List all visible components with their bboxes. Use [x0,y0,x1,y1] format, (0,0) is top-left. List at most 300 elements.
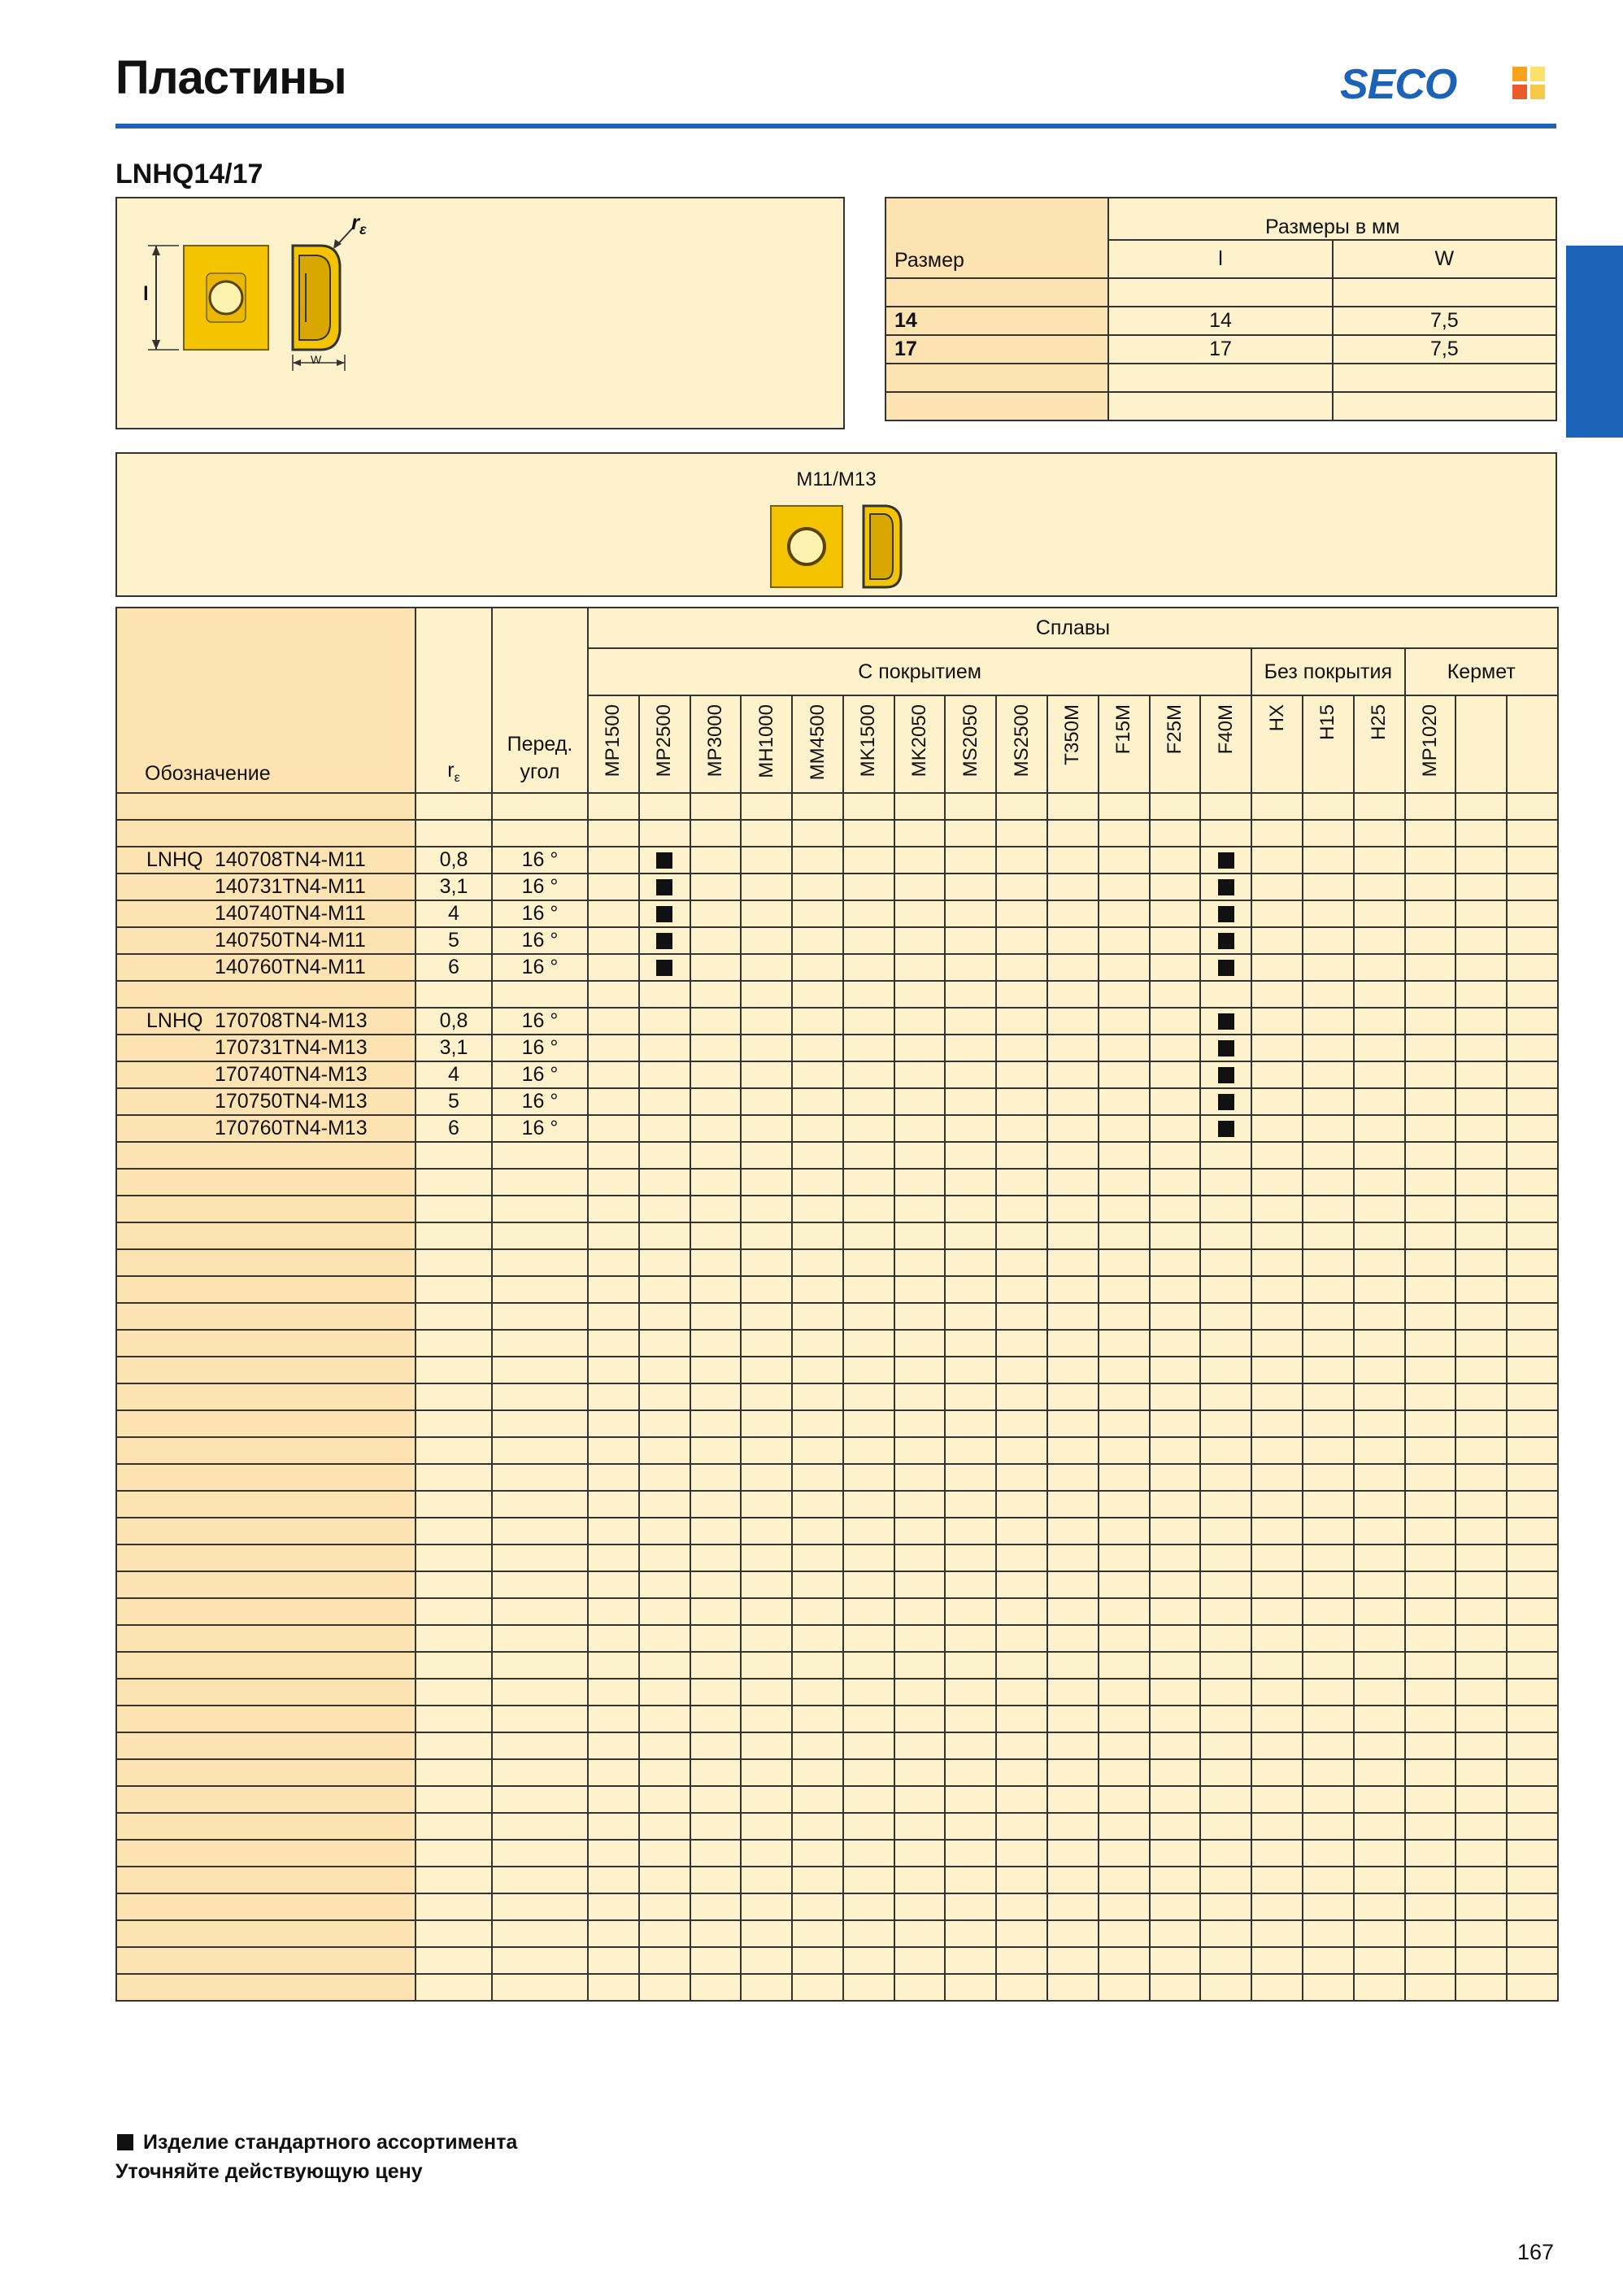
grade-cell [588,1115,639,1142]
grade-name: T350M [1061,704,1084,765]
grade-cell [945,1035,996,1061]
grade-cell [1150,847,1201,874]
grade-cell [1455,1088,1507,1115]
label-l: l [143,283,149,305]
grade-cell [894,1088,946,1115]
grade-cell [690,1008,742,1035]
standard-item-square-icon [117,2134,133,2150]
label-w: W [311,353,322,366]
grade-column-header [639,695,690,793]
table-row-empty [116,1759,1558,1786]
grade-cell [1150,1061,1201,1088]
cermet-header: Кермет [1405,648,1558,695]
table-row-empty [116,820,1558,847]
geometry-label: M11/M13 [796,468,877,490]
grade-cell [1507,1008,1558,1035]
grade-cell [1507,1088,1558,1115]
re-value: 3,1 [416,874,492,900]
grade-cell [996,927,1047,954]
rake-angle-value: 16 ° [492,847,588,874]
seco-logo: SECO [1340,61,1457,108]
grade-cell [1303,1088,1354,1115]
grade-cell [1251,1088,1303,1115]
re-value: 0,8 [416,1008,492,1035]
grade-cell [1251,1008,1303,1035]
grade-cell [1200,1061,1251,1088]
grade-cell [1405,874,1456,900]
dim-w: 7,5 [1333,307,1556,335]
grade-cell [1303,954,1354,981]
designation-cell [116,927,416,954]
re-value: 6 [416,1115,492,1142]
grade-cell [1455,1008,1507,1035]
designation-cell [116,1008,416,1035]
grade-cell [843,847,894,874]
grade-cell [1047,900,1099,927]
section-tab [1566,246,1623,438]
standard-item-square-icon [656,960,672,976]
grade-cell [1455,900,1507,927]
standard-item-square-icon [1218,1094,1234,1110]
grade-cell [843,927,894,954]
grade-cell [1047,1088,1099,1115]
grade-cell [741,900,792,927]
legend-standard: Изделие стандартного ассортимента [143,2131,518,2154]
designation-code: 140760TN4-M11 [215,956,366,978]
rake-angle-header [492,608,588,793]
grade-cell [1099,1008,1150,1035]
grade-cell [843,1115,894,1142]
grade-cell [1099,847,1150,874]
grade-cell [588,954,639,981]
rake-angle-value: 16 ° [492,1008,588,1035]
rake-angle-value: 16 ° [492,927,588,954]
table-row-empty [116,1383,1558,1410]
rake-angle-value: 16 ° [492,954,588,981]
standard-item-square-icon [656,852,672,869]
table-row-empty [116,1974,1558,2001]
geometry-insert-icon [768,503,930,592]
designation-cell [116,847,416,874]
grade-cell [1354,847,1405,874]
table-row [116,874,1558,900]
page-title: Пластины [115,51,346,104]
table-row-empty [116,1571,1558,1598]
table-row [116,954,1558,981]
rake-angle-value: 16 ° [492,900,588,927]
standard-item-square-icon [1218,960,1234,976]
grade-column-header [1047,695,1099,793]
table-row-empty [116,793,1558,820]
grade-cell [1150,874,1201,900]
grade-cell [996,1088,1047,1115]
table-row-empty [116,1196,1558,1222]
grade-cell [996,1115,1047,1142]
table-row-empty [116,1947,1558,1974]
grade-cell [843,1008,894,1035]
grade-name: MS2050 [959,704,981,778]
grade-cell [1251,1061,1303,1088]
grade-cell [792,874,843,900]
grade-cell [1200,1008,1251,1035]
table-row-empty [116,1518,1558,1544]
grade-cell [588,1035,639,1061]
table-row [116,1035,1558,1061]
grade-cell [639,1008,690,1035]
re-header-label: $r_\varepsilon$ [447,759,460,785]
grade-cell [639,847,690,874]
grade-cell [1405,1115,1456,1142]
grade-cell [639,927,690,954]
insert-drawing [117,198,843,428]
grade-cell [1047,874,1099,900]
logo-mark-icon [1512,67,1545,99]
table-row-empty [116,1652,1558,1679]
grade-cell [1303,847,1354,874]
grade-cell [1354,1061,1405,1088]
grade-cell [996,874,1047,900]
grade-cell [894,927,946,954]
re-value: 0,8 [416,847,492,874]
grade-cell [1303,1008,1354,1035]
grade-cell [690,1061,742,1088]
grade-cell [1354,900,1405,927]
table-row-empty [116,1813,1558,1840]
designation-prefix: LNHQ [146,1009,203,1032]
grade-cell [1099,1115,1150,1142]
grade-cell [1200,1088,1251,1115]
grade-cell [1099,954,1150,981]
grade-cell [741,1061,792,1088]
grade-cell [1251,900,1303,927]
grade-cell [1455,1115,1507,1142]
grade-cell [1099,900,1150,927]
grade-cell [894,900,946,927]
grade-column-header [1455,695,1507,793]
designation-cell [116,1061,416,1088]
table-row-empty [116,1679,1558,1706]
grade-cell [588,874,639,900]
grade-cell [741,1088,792,1115]
table-row-empty [116,1249,1558,1276]
grade-cell [741,874,792,900]
rake-angle-value: 16 ° [492,1088,588,1115]
grade-name: HX [1265,704,1288,732]
table-row-empty [116,981,1558,1008]
grade-cell [996,954,1047,981]
product-subtitle: LNHQ14/17 [115,159,263,190]
grade-cell [1047,1035,1099,1061]
grade-cell [588,1088,639,1115]
designation-code: 170760TN4-M13 [215,1117,368,1139]
table-row-empty [116,1437,1558,1464]
standard-item-square-icon [1218,852,1234,869]
grade-column-header [792,695,843,793]
designation-cell [116,1035,416,1061]
grade-cell [741,1035,792,1061]
standard-item-square-icon [1218,1013,1234,1030]
grade-cell [1099,1088,1150,1115]
standard-item-square-icon [656,933,672,949]
grade-cell [1303,900,1354,927]
grade-cell [1200,954,1251,981]
table-row-empty [116,1357,1558,1383]
grade-cell [690,927,742,954]
dimensions-table [885,197,1557,421]
re-value: 4 [416,1061,492,1088]
standard-item-square-icon [1218,1121,1234,1137]
grade-cell [894,1035,946,1061]
designation-header [116,608,416,793]
grade-cell [1303,874,1354,900]
grade-cell [1251,927,1303,954]
grade-cell [1047,927,1099,954]
designation-cell [116,874,416,900]
designation-header-label: Обозначение [145,762,271,785]
page-number: 167 [1517,2240,1555,2264]
re-header [416,608,492,793]
designation-cell [116,1115,416,1142]
col-l-header: l [1108,240,1332,278]
designation-code: 140750TN4-M11 [215,929,366,952]
grade-cell [690,1035,742,1061]
coated-header: С покрытием [588,648,1251,695]
grade-column-header [996,695,1047,793]
grade-cell [996,900,1047,927]
grade-cell [1303,1035,1354,1061]
grade-name: MP3000 [703,704,726,778]
grade-name: MK1500 [857,704,880,778]
table-row-empty [116,1732,1558,1759]
designation-code: 140740TN4-M11 [215,902,366,925]
grade-column-header [843,695,894,793]
table-row [116,1008,1558,1035]
table-row [116,927,1558,954]
grade-cell [945,1061,996,1088]
grade-cell [792,954,843,981]
table-row-empty [116,1169,1558,1196]
rake-angle-label-2: угол [520,760,560,783]
title-rule [115,124,1556,129]
grade-cell [1354,954,1405,981]
table-row-empty [116,1786,1558,1813]
label-re: $r_\varepsilon$ [351,210,367,238]
table-row [116,847,1558,874]
grade-cell [1251,874,1303,900]
grade-cell [639,1088,690,1115]
grade-cell [639,954,690,981]
standard-item-square-icon [1218,1067,1234,1083]
table-row-empty [116,1625,1558,1652]
grade-cell [945,927,996,954]
grade-column-header [1303,695,1354,793]
grade-column-header [894,695,946,793]
grade-name: H15 [1316,704,1339,741]
grade-cell [1354,1088,1405,1115]
designation-cell [116,900,416,927]
grade-cell [792,847,843,874]
grade-cell [1047,954,1099,981]
grade-cell [996,1061,1047,1088]
grade-cell [1507,927,1558,954]
grade-cell [1251,847,1303,874]
grade-column-header [1354,695,1405,793]
standard-item-square-icon [1218,1040,1234,1057]
grade-cell [1303,927,1354,954]
col-w-header: W [1333,240,1556,278]
grade-name: H25 [1368,704,1390,741]
grade-name: MM4500 [806,704,829,781]
rake-angle-label-1: Перед. [507,733,573,756]
grade-cell [1455,847,1507,874]
grade-name: F40M [1214,704,1237,755]
grade-cell [843,900,894,927]
grade-cell [894,1061,946,1088]
table-row-empty [116,1544,1558,1571]
grade-name: MK2050 [908,704,931,778]
grade-cell [588,847,639,874]
grade-cell [1405,1035,1456,1061]
grade-cell [741,1115,792,1142]
grade-cell [1150,1008,1201,1035]
grade-cell [1507,1035,1558,1061]
rake-angle-value: 16 ° [492,1061,588,1088]
rake-angle-value: 16 ° [492,1115,588,1142]
grade-cell [1251,1115,1303,1142]
standard-item-square-icon [656,906,672,922]
grade-column-header [741,695,792,793]
re-value: 4 [416,900,492,927]
grade-cell [1047,1008,1099,1035]
grade-cell [894,954,946,981]
grade-cell [945,1115,996,1142]
grade-cell [945,1008,996,1035]
grade-cell [945,847,996,874]
grade-cell [741,1008,792,1035]
grade-cell [1047,847,1099,874]
table-row-empty [116,1867,1558,1893]
grade-cell [945,954,996,981]
grade-cell [690,847,742,874]
grade-cell [792,1008,843,1035]
grade-name: F25M [1163,704,1186,755]
designation-code: 140708TN4-M11 [215,848,366,871]
grade-cell [894,874,946,900]
grade-cell [1455,1061,1507,1088]
grade-cell [741,847,792,874]
dim-size: 17 [885,335,1108,364]
table-row-empty [116,1920,1558,1947]
grade-cell [1200,900,1251,927]
grade-cell [792,1088,843,1115]
grade-cell [639,1115,690,1142]
grade-column-header [1405,695,1456,793]
grade-cell [588,927,639,954]
dim-size: 14 [885,307,1108,335]
grade-cell [1047,1061,1099,1088]
table-row-empty [116,1276,1558,1303]
grade-name: MP2500 [653,704,676,778]
grade-cell [1405,954,1456,981]
table-row-empty [116,1464,1558,1491]
grade-name: MH1000 [755,704,777,778]
grade-cell [741,927,792,954]
grade-column-header [945,695,996,793]
grade-cell [1507,847,1558,874]
grade-cell [639,1035,690,1061]
grade-cell [1099,1035,1150,1061]
designation-cell [116,1088,416,1115]
table-row [116,1061,1558,1088]
grade-cell [1200,847,1251,874]
grade-cell [996,1008,1047,1035]
grade-cell [1150,954,1201,981]
grade-column-header [1150,695,1201,793]
grade-cell [1047,1115,1099,1142]
grade-cell [1507,900,1558,927]
dim-l: 17 [1108,335,1332,364]
grade-cell [1507,874,1558,900]
grade-cell [588,1061,639,1088]
grade-cell [588,1008,639,1035]
designation-code: 170750TN4-M13 [215,1090,368,1113]
grade-cell [1507,1061,1558,1088]
grade-cell [843,1088,894,1115]
grade-cell [639,874,690,900]
dim-row [885,335,1556,364]
table-row-empty [116,1410,1558,1437]
grade-cell [1150,927,1201,954]
grade-column-header [588,695,639,793]
grade-name: MP1020 [1418,704,1441,778]
grade-cell [1455,1035,1507,1061]
geometry-panel [115,452,1557,597]
grade-cell [588,900,639,927]
designation-code: 170708TN4-M13 [215,1009,368,1032]
insert-drawing-panel [115,197,845,429]
grade-cell [1405,927,1456,954]
grade-cell [843,1035,894,1061]
alloys-header: Сплавы [588,608,1558,648]
grade-cell [894,1115,946,1142]
table-row-empty [116,1142,1558,1169]
grade-cell [945,1088,996,1115]
grade-cell [1251,954,1303,981]
grade-cell [1405,900,1456,927]
grade-cell [1354,1035,1405,1061]
grade-cell [1303,1061,1354,1088]
grade-cell [792,1035,843,1061]
grade-cell [1405,847,1456,874]
grade-cell [1099,1061,1150,1088]
grade-cell [1099,927,1150,954]
uncoated-header: Без покрытия [1251,648,1404,695]
table-row [116,1115,1558,1142]
standard-item-square-icon [1218,879,1234,895]
grade-cell [1507,1115,1558,1142]
table-row-empty [116,1222,1558,1249]
grade-column-header [1507,695,1558,793]
grade-cell [1455,927,1507,954]
table-row-empty [116,1706,1558,1732]
grade-cell [1150,900,1201,927]
grade-cell [1405,1061,1456,1088]
grade-cell [690,1115,742,1142]
grade-cell [996,1035,1047,1061]
grade-cell [843,874,894,900]
grade-cell [1405,1088,1456,1115]
grade-cell [1150,1035,1201,1061]
